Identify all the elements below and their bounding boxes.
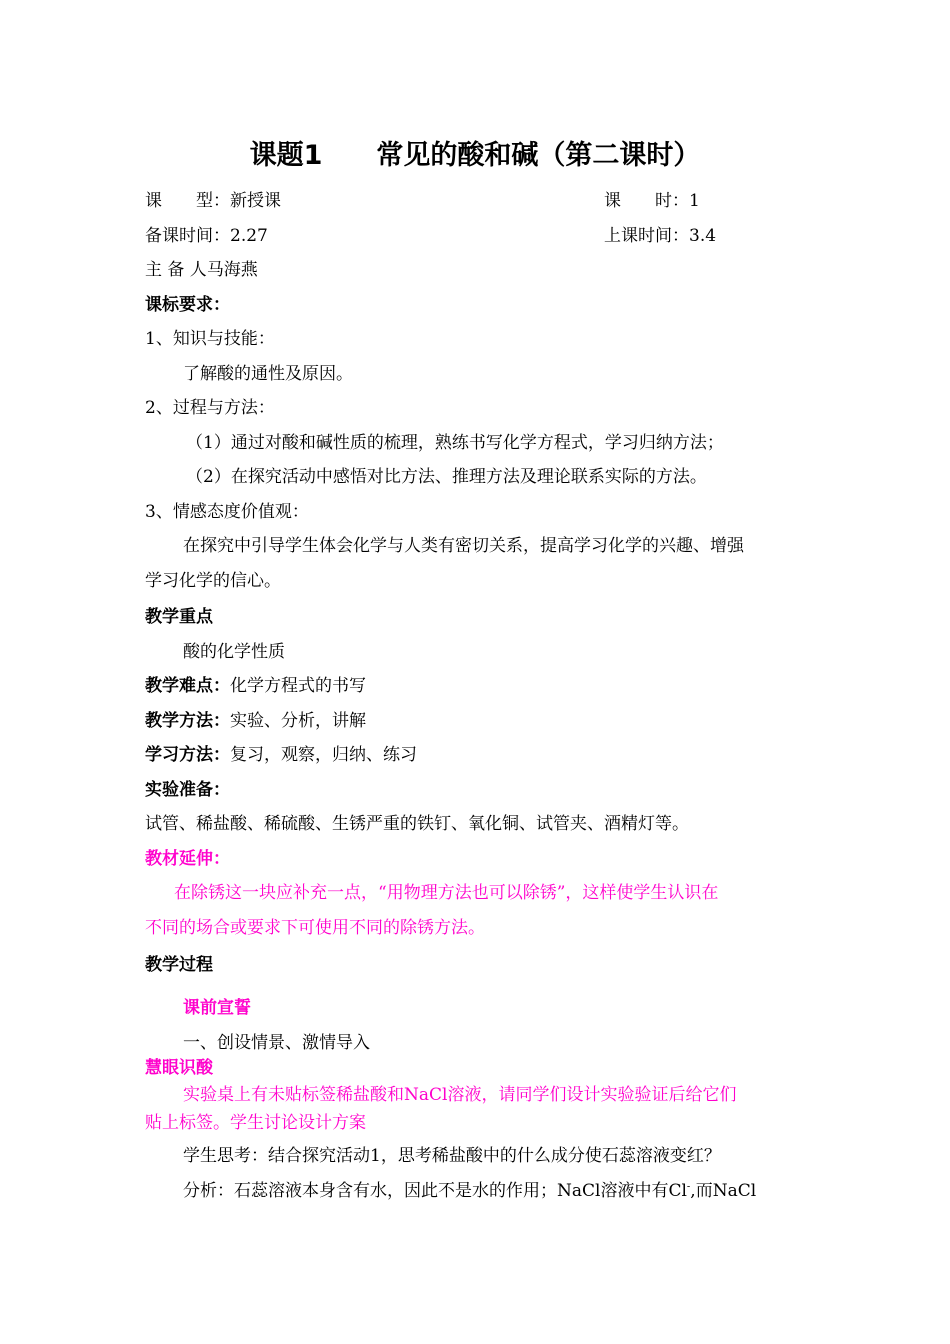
standard-2-title: 2、过程与方法： [145, 398, 275, 418]
teaching-method-row [145, 710, 366, 732]
analysis-text-b: ,而NaCl [690, 1181, 757, 1201]
standard-1-text: 了解酸的通性及原因。 [183, 364, 353, 384]
standard-3-text-line-2: 学习化学的信心。 [145, 571, 281, 591]
learning-method-text: 复习，观察，归纳、练习 [230, 745, 417, 765]
preparer-value: 马海燕 [206, 260, 258, 280]
preparer-row [145, 259, 258, 281]
extension-line-1: 在除锈这一块应补充一点，“用物理方法也可以除锈”，这样使学生认识在 [174, 883, 719, 903]
prep-date-value: 2.27 [230, 226, 268, 246]
analysis-text-a: 分析：石蕊溶液本身含有水，因此不是水的作用；NaCl溶液中有Cl [183, 1181, 687, 1201]
experiment-text: 试管、稀盐酸、稀硫酸、生锈严重的铁钉、氧化铜、试管夹、酒精灯等。 [145, 814, 689, 834]
periods-row [604, 190, 700, 212]
lesson-type-row [145, 190, 281, 212]
key-point-heading: 教学重点 [145, 607, 213, 627]
pre-class-heading: 课前宣誓 [183, 998, 251, 1018]
standard-3-text-line-1: 在探究中引导学生体会化学与人类有密切关系，提高学习化学的兴趣、增强 [183, 536, 744, 556]
intro-step: 一、创设情景、激情导入 [183, 1033, 370, 1053]
extension-heading: 教材延伸： [145, 849, 230, 869]
teaching-method-label: 教学方法： [145, 711, 230, 731]
class-date-label: 上课时间： [604, 226, 689, 246]
chloride-charge: - [686, 1181, 691, 1193]
prep-date-label: 备课时间： [145, 226, 230, 246]
task-line-1: 实验桌上有未贴标签稀盐酸和NaCl溶液，请同学们设计实验验证后给它们 [183, 1085, 737, 1105]
learning-method-label: 学习方法： [145, 745, 230, 765]
teaching-method-text: 实验、分析，讲解 [230, 711, 366, 731]
class-date-row [604, 225, 716, 247]
standards-heading: 课标要求： [145, 295, 230, 315]
task-line-2: 贴上标签。学生讨论设计方案 [145, 1113, 366, 1133]
analysis-line [183, 1180, 756, 1202]
periods-label: 课 时： [604, 191, 689, 211]
student-think: 学生思考：结合探究活动1，思考稀盐酸中的什么成分使石蕊溶液变红？ [183, 1146, 721, 1166]
class-date-value: 3.4 [689, 226, 717, 246]
experiment-heading: 实验准备： [145, 780, 230, 800]
process-heading: 教学过程 [145, 955, 213, 975]
standard-1-title: 1、知识与技能： [145, 329, 275, 349]
periods-value: 1 [689, 191, 700, 211]
identify-acid-heading: 慧眼识酸 [145, 1058, 213, 1078]
key-point-text: 酸的化学性质 [183, 642, 285, 662]
lesson-type-value: 新授课 [230, 191, 281, 211]
standard-2-item-2: （2）在探究活动中感悟对比方法、推理方法及理论联系实际的方法。 [186, 467, 707, 487]
difficulty-row [145, 675, 366, 697]
standard-3-title: 3、情感态度价值观： [145, 502, 309, 522]
extension-line-2: 不同的场合或要求下可使用不同的除锈方法。 [145, 918, 485, 938]
prep-date-row [145, 225, 268, 247]
difficulty-text: 化学方程式的书写 [230, 676, 366, 696]
page-title: 课题1 常见的酸和碱（第二课时） [249, 140, 701, 171]
preparer-label: 主 备 人 [145, 260, 207, 280]
learning-method-row [145, 744, 417, 766]
lesson-type-label: 课 型： [145, 191, 230, 211]
difficulty-label: 教学难点： [145, 676, 230, 696]
standard-2-item-1: （1）通过对酸和碱性质的梳理，熟练书写化学方程式，学习归纳方法； [186, 433, 724, 453]
